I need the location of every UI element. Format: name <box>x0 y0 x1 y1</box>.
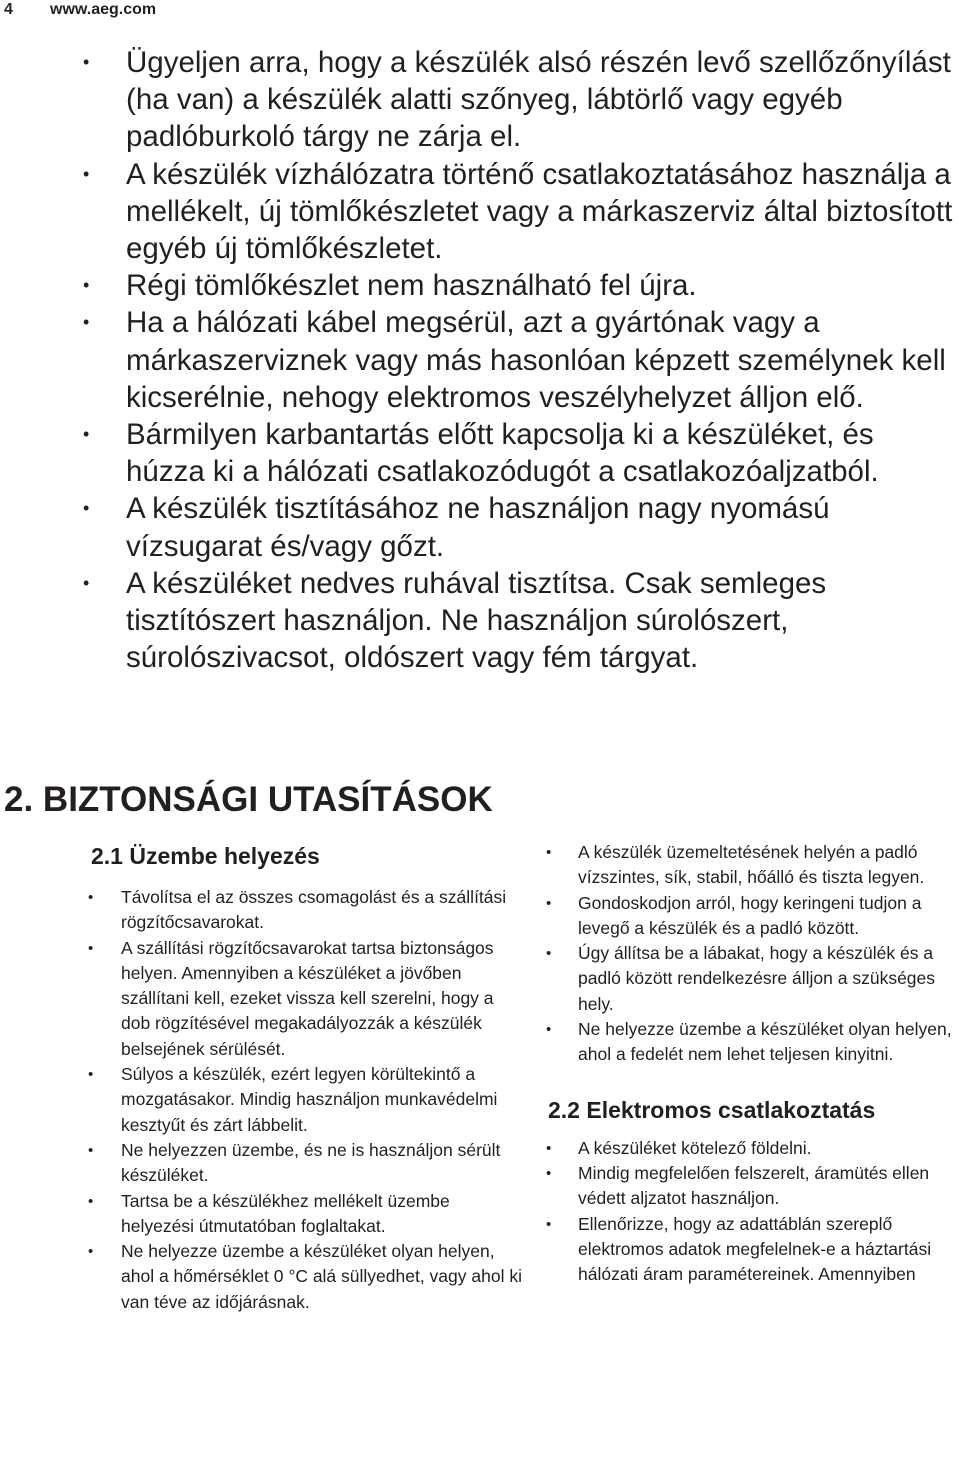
list-item: • Súlyos a készülék, ezért legyen körültekintő a mozgatásakor. Mindig használjon munkavédelmi kesztyűt és zárt lábbelit. <box>81 1062 523 1138</box>
list-item: • Tartsa be a készülékhez mellékelt üzembe helyezési útmutatóban foglaltakat. <box>81 1189 523 1240</box>
section-title: 2. BIZTONSÁGI UTASÍTÁSOK <box>4 780 493 819</box>
subsection-title-installation: 2.1 Üzembe helyezés <box>91 843 320 869</box>
list-item: • A készülék vízhálózatra történő csatlakoztatásához használja a mellékelt, új tömlőkészletet vagy a márkaszerviz által biztosított egyéb új tömlőkészletet. <box>83 156 960 268</box>
list-item: • Bármilyen karbantartás előtt kapcsolja ki a készüléket, és húzza ki a hálózati csatlakozódugót a csatlakozóaljzatból. <box>83 416 960 490</box>
installation-list <box>83 885 523 1315</box>
page-header <box>4 0 156 20</box>
list-item: • Ne helyezzen üzembe, és ne is használjon sérült készüléket. <box>81 1138 523 1189</box>
installation-list-continued <box>540 840 960 1068</box>
list-item: • Ha a hálózati kábel megsérül, azt a gyártónak vagy a márkaszerviznek vagy más hasonlóan képzett személynek kell kicserélnie, nehogy elektromos veszélyhelyzet álljon elő. <box>83 304 960 416</box>
list-item: • Régi tömlőkészlet nem használható fel újra. <box>83 267 960 304</box>
site-url: www.aeg.com <box>50 1 157 18</box>
list-item: • A készülék tisztításához ne használjon nagy nyomású vízsugarat és/vagy gőzt. <box>83 490 960 564</box>
electrical-list <box>540 1136 960 1288</box>
list-item: • Ellenőrizze, hogy az adattáblán szereplő elektromos adatok megfelelnek-e a háztartási hálózati áram paramétereinek. Amennyiben <box>540 1212 960 1288</box>
list-item: • Ne helyezze üzembe a készüléket olyan helyen, ahol a hőmérséklet 0 °C alá süllyedhet, vagy ahol ki van téve az időjárásnak. <box>81 1239 523 1315</box>
list-item: • A szállítási rögzítőcsavarokat tartsa biztonságos helyen. Amennyiben a készüléket a jövőben szállítani kell, ezeket vissza kell szerelni, hogy a dob rögzítésével megakadályozzák a készülék belsejének sérülését. <box>81 936 523 1062</box>
list-item: • Távolítsa el az összes csomagolást és a szállítási rögzítőcsavarokat. <box>81 885 523 936</box>
list-item: • Mindig megfelelően felszerelt, áramütés ellen védett aljzatot használjon. <box>540 1161 960 1212</box>
list-item: • Úgy állítsa be a lábakat, hogy a készülék és a padló között rendelkezésre álljon a szükséges hely. <box>540 941 960 1017</box>
left-column <box>83 840 523 1315</box>
subsection-title-electrical: 2.2 Elektromos csatlakoztatás <box>548 1096 876 1123</box>
list-item: • Gondoskodjon arról, hogy keringeni tudjon a levegő a készülék és a padló között. <box>540 891 960 942</box>
list-item: • Ügyeljen arra, hogy a készülék alsó részén levő szellőzőnyílást (ha van) a készülék alatti szőnyeg, lábtörlő vagy egyéb padlóburkoló tárgy ne zárja el. <box>83 44 960 156</box>
right-column <box>540 840 960 1287</box>
list-item: • A készüléket kötelező földelni. <box>540 1136 960 1161</box>
safety-list-top <box>83 44 960 676</box>
list-item: • A készülék üzemeltetésének helyén a padló vízszintes, sík, stabil, hőálló és tiszta legyen. <box>540 840 960 891</box>
list-item: • Ne helyezze üzembe a készüléket olyan helyen, ahol a fedelét nem lehet teljesen kinyitni. <box>540 1017 960 1068</box>
page-number: 4 <box>4 1 13 18</box>
list-item: • A készüléket nedves ruhával tisztítsa. Csak semleges tisztítószert használjon. Ne használjon súrolószert, súrolószivacsot, oldószert vagy fém tárgyat. <box>83 565 960 677</box>
